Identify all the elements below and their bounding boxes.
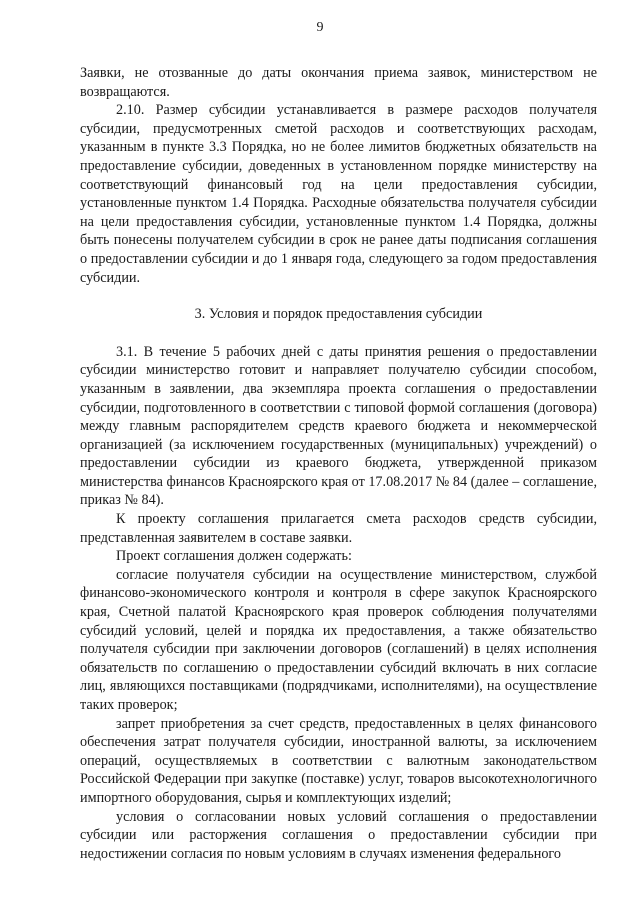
paragraph: согласие получателя субсидии на осуществление министерством, службой финансово-экономического контроля и контроля в сфере закупок Красноярского края, Счетной палатой Красноярского края проверок соблюдения получателями субсидий условий, целей и порядка их предоставления, а также обязательство получателя субсидии при заключении договоров (соглашений) в целях исполнения обязательств по соглашению о предоставлении субсидий включать в них согласие лиц, являющихся поставщиками (подрядчиками, исполнителями), на осуществление таких проверок; xyxy=(80,566,597,713)
section-heading: 3. Условия и порядок предоставления субсидии xyxy=(194,306,483,323)
paragraph: 2.10. Размер субсидии устанавливается в размере расходов получателя субсидии, предусмотренных сметой расходов и соответствующих расходам, указанным в пункте 3.3 Порядка, но не более лимитов бюджетных обязательств на предоставление субсидии, доведенных в установленном порядке министерству на соответствующий финансовый год на цели предоставления субсидии, установленные пунктом 1.4 Порядка. Расходные обязательства получателя субсидии на цели предоставления субсидии, установленные пунктом 1.4 Порядка, должны быть понесены получателем субсидии в срок не ранее даты подписания соглашения о предоставлении субсидии и до 1 января года, следующего за годом предоставления субсидии. xyxy=(80,102,597,286)
paragraph: условия о согласовании новых условий соглашения о предоставлении субсидии или расторжения соглашения о предоставлении субсидии при недостижении согласия по новым условиям в случаях изменения федерального xyxy=(80,808,597,862)
paragraph: Проект соглашения должен содержать: xyxy=(116,548,352,565)
page-number: 9 xyxy=(316,20,324,35)
document-body xyxy=(80,64,597,863)
paragraph: К проекту соглашения прилагается смета расходов средств субсидии, представленная заявителем в составе заявки. xyxy=(80,511,597,546)
paragraph: 3.1. В течение 5 рабочих дней с даты принятия решения о предоставлении субсидии министерство готовит и направляет получателю субсидии способом, указанным в заявлении, два экземпляра проекта соглашения о предоставлении субсидии, подготовленного в соответствии с типовой формой соглашения (договора) между главным распорядителем средств краевого бюджета и некоммерческой организацией (за исключением государственных (муниципальных) учреждений) о предоставлении субсидии из краевого бюджета, утвержденной приказом министерства финансов Красноярского края от 17.08.2017 № 84 (далее – соглашение, приказ № 84). xyxy=(80,343,597,509)
paragraph: Заявки, не отозванные до даты окончания приема заявок, министерством не возвращаются. xyxy=(80,65,597,100)
paragraph: запрет приобретения за счет средств, предоставленных в целях финансового обеспечения затрат получателя субсидии, иностранной валюты, за исключением операций, осуществляемых в соответствии с валютным законодательством Российской Федерации при закупке (поставке) услуг, товаров высокотехнологичного импортного оборудования, сырья и комплектующих изделий; xyxy=(80,715,597,806)
